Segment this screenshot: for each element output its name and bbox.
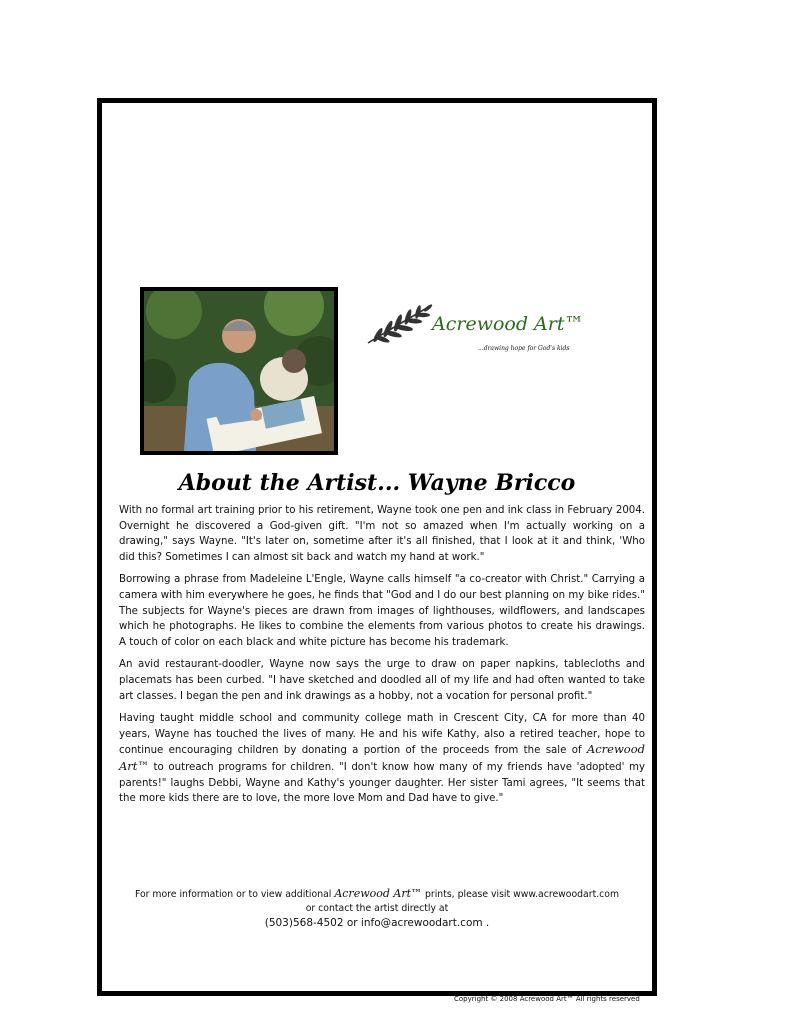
article-body — [119, 503, 645, 814]
logo-name: Acrewood Art™ — [432, 313, 584, 335]
paragraph-4-end: to outreach programs for children. "I don't know how many of my friends have 'adopted' my parents!" laughs Debbi, Wayne and Kathy's younger daughter. Her sister Tami agrees, "It seems that the more kids there are to love, the more love Mom and Dad have to give." — [119, 761, 645, 805]
paragraph-4-brand: Acrewood Art™ — [119, 742, 645, 773]
fern-icon — [364, 299, 436, 349]
paragraph-1: With no formal art training prior to his retirement, Wayne took one pen and ink class in February 2004. Overnight he discovered a God-given gift. "I'm not so amazed when I'm actually working on a drawing," says Wayne. "It's later on, sometime after it's all finished, that I look at it and think, 'Who did this? Sometimes I can almost sit back and watch my hand at work." — [119, 505, 645, 563]
contact-prefix: For more information or to view additional — [134, 889, 335, 900]
paragraph-3: An avid restaurant-doodler, Wayne now says the urge to draw on paper napkins, tablecloths and placemats has been curbed. "I have sketched and doodled all of my life and had often wanted to take art classes. I began the pen and ink drawings as a hobby, not a vocation for personal profit." — [119, 659, 645, 702]
paragraph-2: Borrowing a phrase from Madeleine L'Engle, Wayne calls himself "a co-creator with Christ." Carrying a camera with him everywhere he goes, he finds that "God and I do our best planning on my bike rides." The subjects for Wayne's pieces are drawn from images of lighthouses, wildflowers, and landscapes which he photographs. He likes to combine the elements from various photos to create his drawings. A touch of color on each black and white picture has become his trademark. — [119, 574, 645, 648]
contact-brand: Acrewood Art™ — [334, 887, 423, 900]
artist-photo-image — [144, 291, 334, 451]
artist-photo — [140, 287, 338, 455]
logo-tagline: ...drawing hope for God's kids — [478, 345, 570, 352]
paragraph-4 — [119, 711, 645, 807]
contact-line-1 — [102, 887, 652, 902]
copyright-notice: Copyright © 2008 Acrewood Art™ All rights reserved — [454, 995, 640, 1003]
contact-line-2: or contact the artist directly at — [305, 903, 449, 914]
page-title: About the Artist... Wayne Bricco — [178, 470, 576, 496]
contact-website[interactable]: prints, please visit www.acrewoodart.com — [422, 889, 620, 900]
page-frame — [97, 98, 657, 996]
acrewood-logo — [364, 299, 624, 359]
contact-phone-email[interactable]: (503)568-4502 or info@acrewoodart.com . — [264, 917, 490, 929]
contact-info — [102, 887, 652, 930]
paragraph-4-start: Having taught middle school and community college math in Crescent City, CA for more than 40 years, Wayne has touched the lives of many. He and his wife Kathy, also a retired teacher, hope to continue encouraging children by donating a portion of the proceeds from the sale of — [119, 713, 645, 757]
